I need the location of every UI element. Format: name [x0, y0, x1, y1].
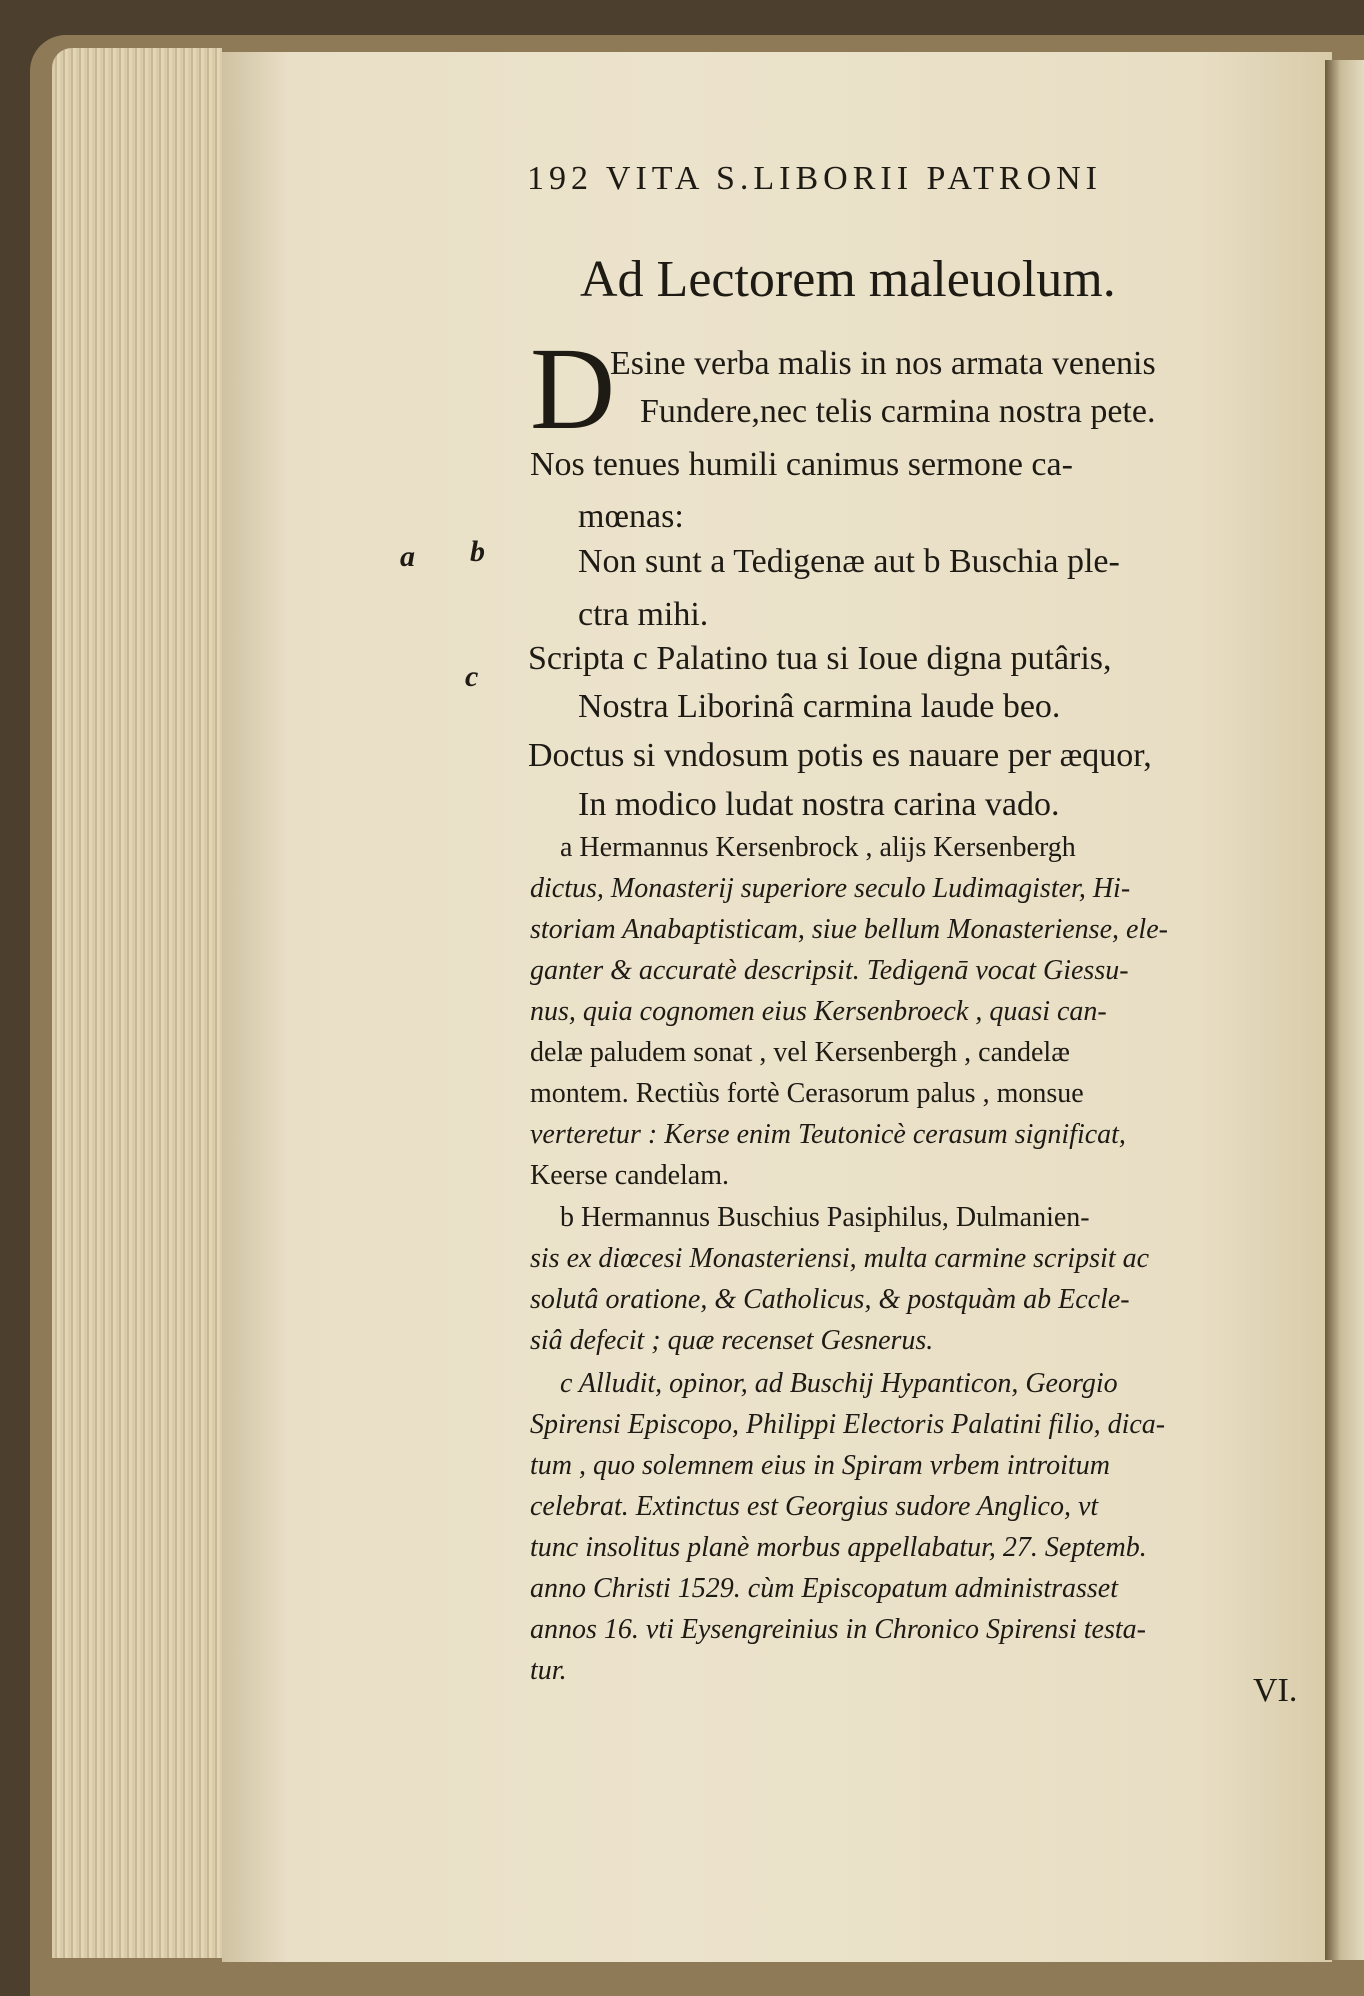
- poem-line: Nostra Liborinâ carmina laude beo.: [578, 688, 1061, 725]
- poem-title: Ad Lectorem maleuolum.: [580, 251, 1116, 308]
- poem-line: Fundere,nec telis carmina nostra pete.: [640, 393, 1156, 430]
- footnote-a-line: montem. Rectiùs fortè Cerasorum palus , monsue: [530, 1078, 1084, 1109]
- poem-line: Non sunt a Tedigenæ aut b Buschia ple-: [578, 543, 1120, 580]
- footnote-c-line: tunc insolitus planè morbus appellabatur, 27. Septemb.: [530, 1532, 1147, 1563]
- footnote-a-line: dictus, Monasterij superiore seculo Ludimagister, Hi-: [530, 873, 1131, 904]
- running-title: VITA S.LIBORII PATRONI: [605, 160, 1102, 197]
- footnote-b-line: sis ex diœcesi Monasteriensi, multa carmine scripsit ac: [530, 1243, 1150, 1274]
- page-number: 192: [527, 160, 593, 197]
- page-edges: [52, 48, 222, 1958]
- catchword: VI.: [1253, 1672, 1298, 1709]
- poem-line: Scripta c Palatino tua si Ioue digna putâris,: [528, 640, 1112, 677]
- footnote-c-line: c Alludit, opinor, ad Buschij Hypanticon, Georgio: [560, 1368, 1118, 1399]
- footnote-c-line: annos 16. vti Eysengreinius in Chronico Spirensi testa-: [530, 1614, 1146, 1645]
- margin-note-b: b: [470, 535, 485, 568]
- footnote-c-line: tur.: [530, 1655, 567, 1686]
- drop-cap: D: [530, 323, 616, 454]
- running-head: [527, 160, 1102, 198]
- footnote-a-line: storiam Anabaptisticam, siue bellum Monasteriense, ele-: [530, 914, 1168, 945]
- poem-line: ctra mihi.: [578, 596, 709, 633]
- footnote-a-line: verteretur : Kerse enim Teutonicè cerasum significat,: [530, 1119, 1126, 1150]
- footnote-a-line: a Hermannus Kersenbrock , alijs Kersenbergh: [560, 832, 1076, 863]
- footnote-a-line: ganter & accuratè descripsit. Tedigenā vocat Giessu-: [530, 955, 1129, 986]
- footnote-b-line: siâ defecit ; quæ recenset Gesnerus.: [530, 1325, 934, 1356]
- footnote-b-line: solutâ oratione, & Catholicus, & postquàm ab Eccle-: [530, 1284, 1130, 1315]
- footnote-a-line: delæ paludem sonat , vel Kersenbergh , candelæ: [530, 1037, 1070, 1068]
- poem-line: In modico ludat nostra carina vado.: [578, 786, 1060, 823]
- poem-line: Nos tenues humili canimus sermone ca-: [530, 446, 1073, 483]
- page-gutter: [1325, 60, 1364, 1960]
- footnote-b-line: b Hermannus Buschius Pasiphilus, Dulmanien-: [560, 1202, 1090, 1233]
- poem-line: mœnas:: [578, 498, 684, 535]
- poem-line: Doctus si vndosum potis es nauare per æquor,: [528, 737, 1152, 774]
- footnote-a-line: nus, quia cognomen eius Kersenbroeck , quasi can-: [530, 996, 1107, 1027]
- footnote-c-line: Spirensi Episcopo, Philippi Electoris Palatini filio, dica-: [530, 1409, 1166, 1440]
- margin-note-c: c: [465, 660, 479, 693]
- footnote-a-line: Keerse candelam.: [530, 1160, 729, 1191]
- margin-note-a: a: [400, 540, 415, 573]
- footnote-c-line: celebrat. Extinctus est Georgius sudore Anglico, vt: [530, 1491, 1099, 1522]
- footnote-c-line: anno Christi 1529. cùm Episcopatum administrasset: [530, 1573, 1119, 1604]
- footnote-c-line: tum , quo solemnem eius in Spiram vrbem introitum: [530, 1450, 1110, 1481]
- poem-line: Esine verba malis in nos armata venenis: [610, 345, 1156, 382]
